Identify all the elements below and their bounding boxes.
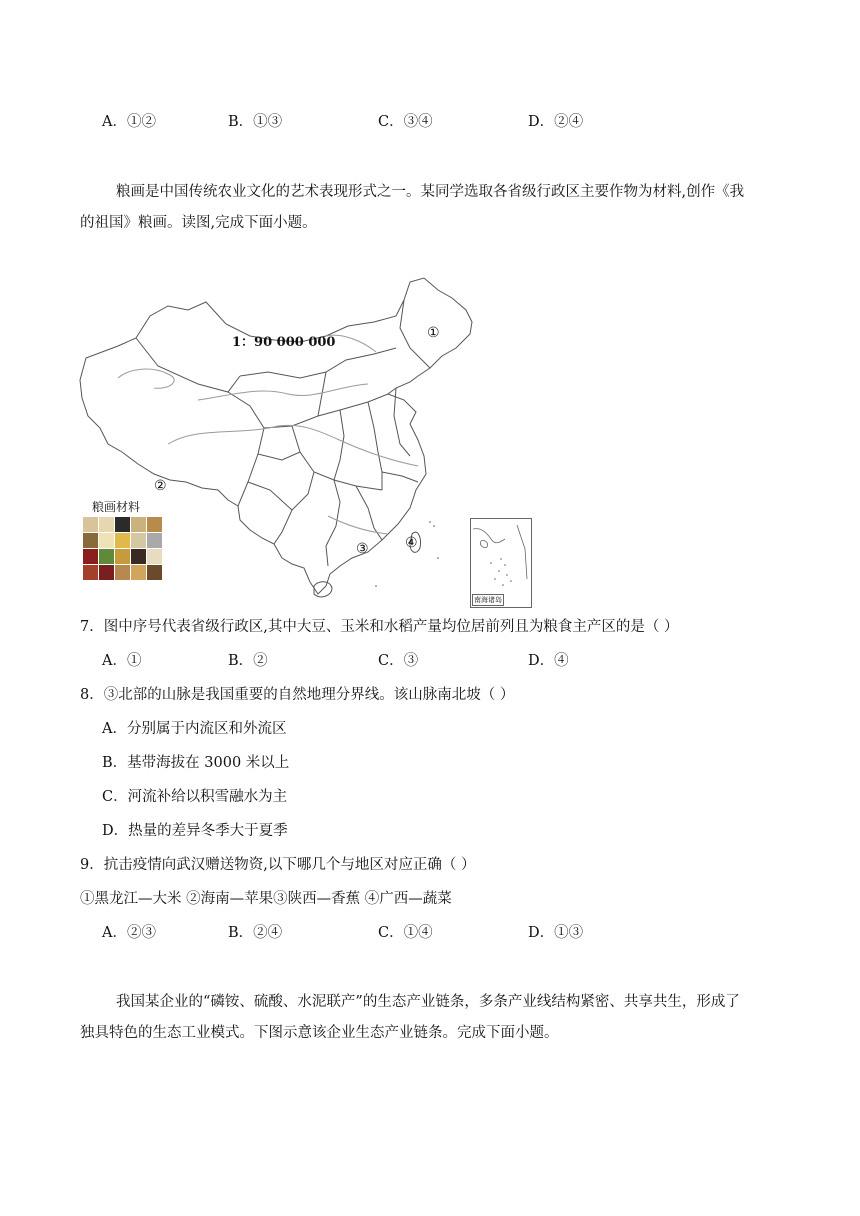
q6-option-b: B．①③: [228, 114, 283, 130]
intro2-line1: 我国某企业的“磷铵、硫酸、水泥联产”的生态产业链条，多条产业线结构紧密、共享共生，形成了: [116, 994, 740, 1010]
q8-option-b: B．基带海拔在 3000 米以上: [102, 755, 290, 771]
inset-label: 南海诸岛: [474, 596, 502, 604]
q6-option-d: D．②④: [528, 114, 584, 130]
q6-option-c: C．③④: [378, 114, 433, 130]
q9-option-a: A．②③: [102, 925, 156, 941]
legend-title: 粮画材料: [92, 500, 141, 514]
map-marker-3: ③: [356, 541, 369, 557]
q7-option-d: D．④: [528, 653, 569, 669]
intro1-line1: 粮画是中国传统农业文化的艺术表现形式之一。某同学选取各省级行政区主要作物为材料,创作《我: [116, 184, 745, 200]
q9-option-b: B．②④: [228, 925, 283, 941]
q8-option-d: D．热量的差异冬季大于夏季: [102, 823, 288, 839]
q9-option-c: C．①④: [378, 925, 433, 941]
q7-stem: 7．图中序号代表省级行政区,其中大豆、玉米和水稻产量均位居前列且为粮食主产区的是（ ）: [80, 619, 679, 635]
grain-materials-picture: [82, 516, 166, 584]
q8-option-a: A．分别属于内流区和外流区: [102, 721, 287, 737]
map-scale: 1：90 000 000: [232, 335, 336, 350]
q6-option-a: A．①②: [102, 114, 156, 130]
intro1-line2: 的祖国》粮画。读图,完成下面小题。: [80, 215, 317, 231]
map-marker-1: ①: [427, 325, 440, 341]
map-marker-4: ④: [405, 535, 418, 551]
q9-stem: 9．抗击疫情向武汉赠送物资,以下哪几个与地区对应正确（ ）: [80, 857, 476, 873]
q8-option-c: C．河流补给以积雪融水为主: [102, 789, 288, 805]
intro2-line2: 独具特色的生态工业模式。下图示意该企业生态产业链条。完成下面小题。: [80, 1025, 559, 1041]
q7-option-c: C．③: [378, 653, 419, 669]
q7-option-b: B．②: [228, 653, 268, 669]
q8-stem: 8．③北部的山脉是我国重要的自然地理分界线。该山脉南北坡（ ）: [80, 687, 515, 703]
q9-items: ①黑龙江—大米 ②海南—苹果③陕西—香蕉 ④广西—蔬菜: [80, 891, 452, 907]
map-marker-2: ②: [154, 478, 167, 494]
q7-option-a: A．①: [102, 653, 142, 669]
q9-option-d: D．①③: [528, 925, 584, 941]
